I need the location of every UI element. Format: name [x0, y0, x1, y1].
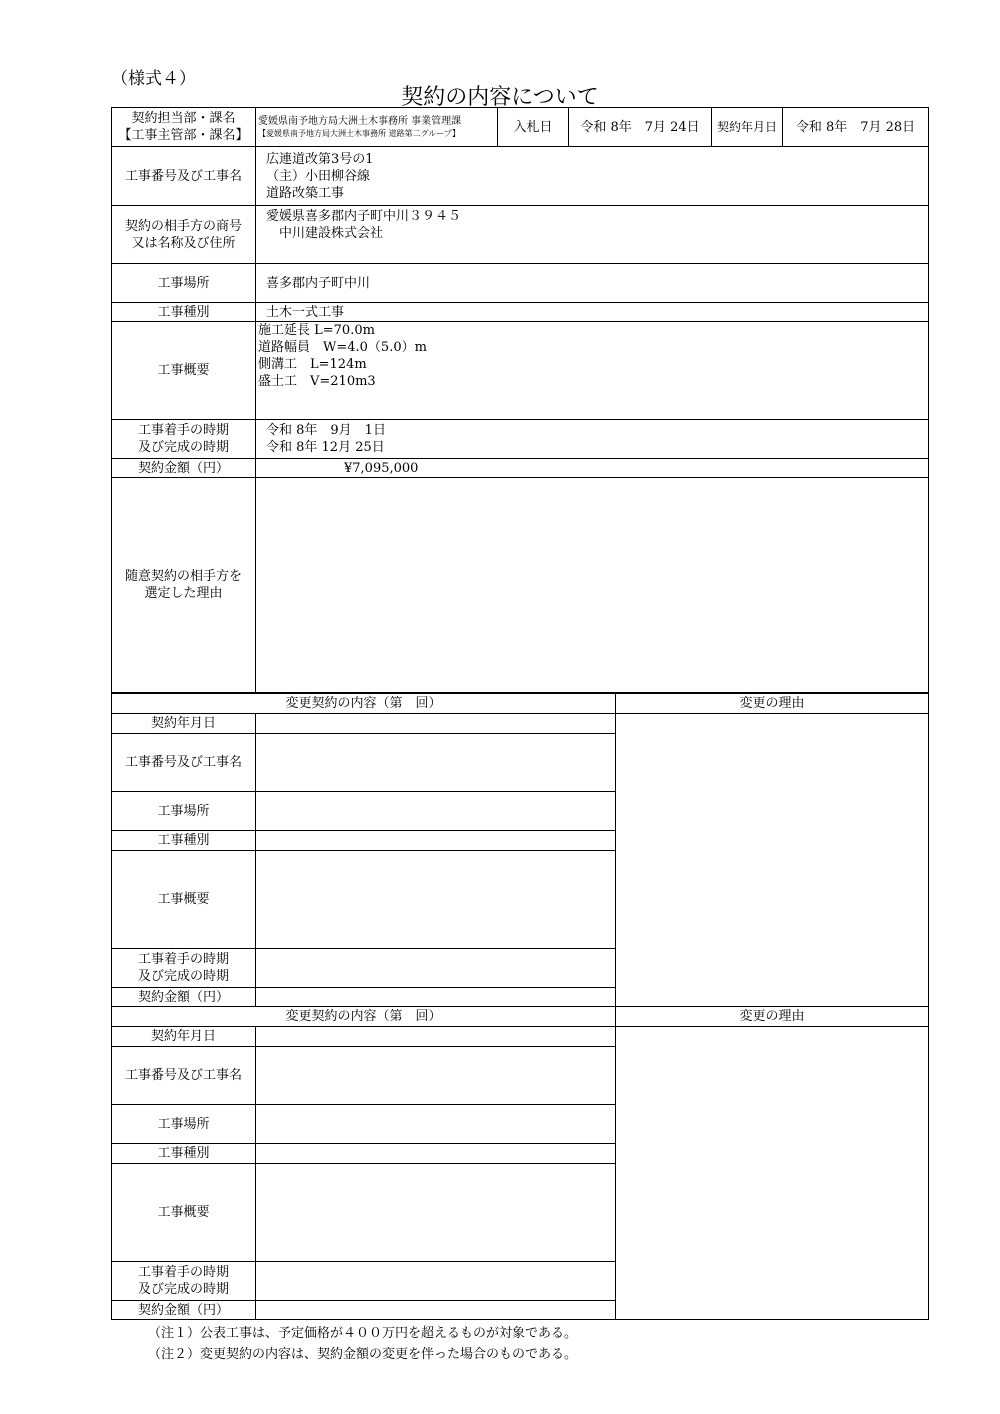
change-contract-date-value	[256, 1027, 616, 1047]
period-start: 令和 8年 9月 1日	[266, 423, 386, 438]
work-no-label: 工事番号及び工事名	[112, 147, 256, 206]
period-label	[112, 420, 256, 459]
change-reason-value	[616, 714, 929, 1007]
partner-label-line1: 契約の相手方の商号	[124, 218, 242, 234]
change-header: 変更契約の内容（第 回）	[112, 1007, 616, 1027]
partner-label-line2: 又は名称及び住所	[131, 235, 236, 251]
change-type-value	[256, 831, 616, 851]
dept-value	[256, 108, 498, 147]
note-1: （注１）公表工事は、予定価格が４００万円を超えるものが対象である。	[148, 1326, 578, 1341]
summary-line4: 盛土工 V=210m3	[258, 374, 376, 389]
change-header: 変更契約の内容（第 回）	[112, 694, 616, 714]
site-label: 工事場所	[112, 264, 256, 303]
partner-name: 中川建設株式会社	[266, 226, 384, 241]
contract-date-value: 令和 8年 7月 28日	[783, 108, 929, 147]
change-contract-date-value	[256, 714, 616, 734]
change-amount-label: 契約金額（円）	[112, 1301, 256, 1320]
summary-line3: 側溝工 L=124m	[258, 357, 367, 372]
change-summary-label: 工事概要	[112, 1164, 256, 1262]
change-reason-header: 変更の理由	[616, 694, 929, 714]
change-summary-value	[256, 1164, 616, 1262]
change-site-label: 工事場所	[112, 1105, 256, 1144]
work-no-line3: 道路改築工事	[266, 185, 345, 201]
work-no-value	[256, 147, 929, 206]
change-period-value	[256, 1262, 616, 1301]
change-summary-value	[256, 851, 616, 949]
change-type-label: 工事種別	[112, 831, 256, 851]
summary-line2: 道路幅員 W=4.0（5.0）m	[258, 340, 427, 355]
change-reason-header: 変更の理由	[616, 1007, 929, 1027]
change-summary-label: 工事概要	[112, 851, 256, 949]
change-period-label-line1: 工事着手の時期	[137, 1265, 229, 1280]
dept-value-line2: 【愛媛県南予地方局大洲土木事務所 道路第二グループ】	[258, 129, 460, 138]
change-work-no-label: 工事番号及び工事名	[112, 1047, 256, 1105]
note-2: （注２）変更契約の内容は、契約金額の変更を伴った場合のものである。	[148, 1347, 578, 1362]
bid-date-value: 令和 8年 7月 24日	[569, 108, 712, 147]
change-table-1	[111, 693, 929, 1007]
reason-value	[256, 478, 929, 693]
partner-address: 愛媛県喜多郡内子町中川３９４５	[266, 209, 462, 224]
change-site-value	[256, 792, 616, 831]
dept-label-line2: 【工事主管部・課名】	[118, 128, 249, 143]
change-type-label: 工事種別	[112, 1144, 256, 1164]
type-label: 工事種別	[112, 303, 256, 322]
reason-label-line1: 随意契約の相手方を	[124, 569, 242, 584]
change-period-label	[112, 1262, 256, 1301]
change-amount-value	[256, 988, 616, 1007]
change-period-label-line1: 工事着手の時期	[137, 952, 229, 967]
change-period-label-line2: 及び完成の時期	[137, 969, 229, 984]
summary-value	[256, 322, 929, 420]
change-work-no-label: 工事番号及び工事名	[112, 734, 256, 792]
change-work-no-value	[256, 1047, 616, 1105]
period-label-line2: 及び完成の時期	[137, 440, 229, 455]
change-type-value	[256, 1144, 616, 1164]
change-period-value	[256, 949, 616, 988]
dept-label-line1: 契約担当部・課名	[131, 111, 236, 126]
change-site-label: 工事場所	[112, 792, 256, 831]
change-amount-label: 契約金額（円）	[112, 988, 256, 1007]
type-value: 土木一式工事	[256, 303, 929, 322]
change-contract-date-label: 契約年月日	[112, 714, 256, 734]
change-amount-value	[256, 1301, 616, 1320]
change-contract-date-label: 契約年月日	[112, 1027, 256, 1047]
change-table-2	[111, 1006, 929, 1320]
period-end: 令和 8年 12月 25日	[266, 440, 385, 455]
period-label-line1: 工事着手の時期	[137, 423, 229, 438]
contract-main-table	[111, 107, 929, 693]
reason-label-line2: 選定した理由	[144, 586, 223, 601]
document-title: 契約の内容について	[401, 85, 599, 110]
work-no-line1: 広連道改第3号の1	[266, 151, 374, 167]
bid-date-label: 入札日	[498, 108, 569, 147]
summary-line1: 施工延長 L=70.0m	[258, 323, 375, 338]
work-no-line2: （主）小田柳谷線	[266, 168, 371, 184]
period-value	[256, 420, 929, 459]
summary-label: 工事概要	[112, 322, 256, 420]
change-site-value	[256, 1105, 616, 1144]
dept-label	[112, 108, 256, 147]
change-work-no-value	[256, 734, 616, 792]
dept-value-line1: 愛媛県南予地方局大洲土木事務所 事業管理課	[258, 116, 462, 127]
change-period-label-line2: 及び完成の時期	[137, 1282, 229, 1297]
partner-label	[112, 206, 256, 264]
partner-value	[256, 206, 929, 264]
contract-date-label: 契約年月日	[712, 108, 783, 147]
change-reason-value	[616, 1027, 929, 1320]
form-label: （様式４）	[111, 69, 196, 89]
site-value: 喜多郡内子町中川	[256, 264, 929, 303]
change-period-label	[112, 949, 256, 988]
amount-value: ¥7,095,000	[256, 459, 929, 478]
amount-label: 契約金額（円）	[112, 459, 256, 478]
reason-label	[112, 478, 256, 693]
